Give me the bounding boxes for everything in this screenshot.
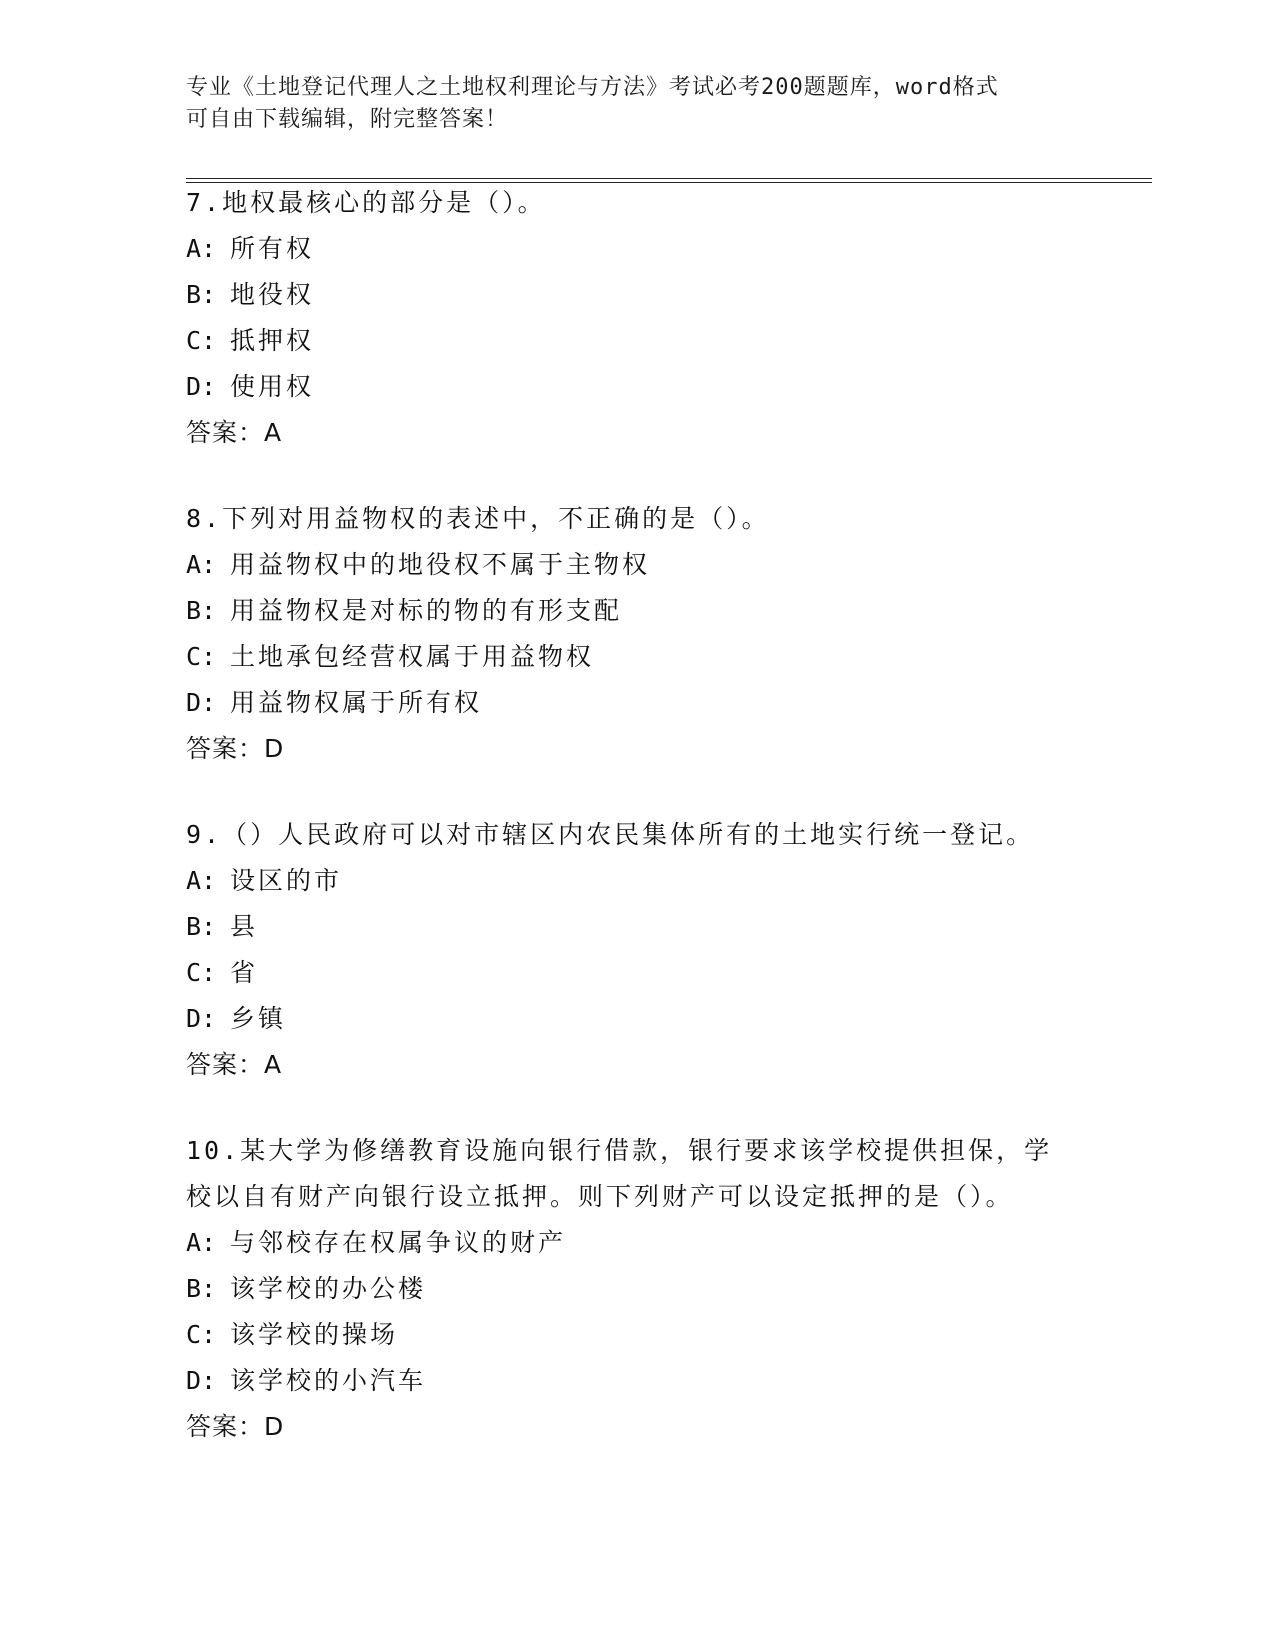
option-letter: A: (186, 550, 217, 579)
question-stem: 9.（）人民政府可以对市辖区内农民集体所有的土地实行统一登记。 (186, 820, 1035, 849)
question-7 (186, 180, 1086, 456)
option-letter: D: (186, 688, 217, 717)
option-letter: B: (186, 912, 217, 941)
option-text: 所有权 (230, 234, 315, 263)
option-c (186, 950, 1086, 996)
option-c (186, 318, 1086, 364)
option-text: 用益物权是对标的物的有形支配 (230, 596, 623, 625)
option-letter: D: (186, 1366, 217, 1395)
option-letter: A: (186, 1228, 217, 1257)
option-letter: B: (186, 280, 217, 309)
header-line-2: 可自由下载编辑，附完整答案！ (186, 107, 509, 132)
option-d (186, 1358, 1066, 1404)
option-text: 使用权 (230, 372, 315, 401)
header-divider-top (186, 178, 1152, 179)
option-a (186, 542, 1086, 588)
option-a (186, 858, 1086, 904)
option-text: 该学校的小汽车 (230, 1366, 427, 1395)
answer-line: 答案：A (186, 1050, 283, 1079)
option-b (186, 904, 1086, 950)
option-b (186, 588, 1086, 634)
option-letter: C: (186, 1320, 217, 1349)
option-b (186, 272, 1086, 318)
answer-line: 答案：D (186, 1412, 285, 1441)
option-text: 省 (230, 958, 259, 987)
option-letter: D: (186, 1004, 217, 1033)
option-text: 该学校的办公楼 (230, 1274, 427, 1303)
option-d (186, 364, 1086, 410)
option-text: 该学校的操场 (230, 1320, 399, 1349)
option-text: 抵押权 (230, 326, 315, 355)
header-line-1: 专业《土地登记代理人之土地权利理论与方法》考试必考200题题库，word格式 (186, 75, 999, 100)
option-letter: D: (186, 372, 217, 401)
option-d (186, 680, 1086, 726)
answer-line: 答案：A (186, 418, 283, 447)
option-text: 与邻校存在权属争议的财产 (230, 1228, 567, 1257)
option-letter: B: (186, 596, 217, 625)
option-text: 土地承包经营权属于用益物权 (230, 642, 595, 671)
option-a (186, 1220, 1066, 1266)
option-letter: C: (186, 958, 217, 987)
option-d (186, 996, 1086, 1042)
option-text: 用益物权属于所有权 (230, 688, 483, 717)
option-b (186, 1266, 1066, 1312)
option-text: 乡镇 (230, 1004, 287, 1033)
question-8 (186, 496, 1086, 772)
answer-line: 答案：D (186, 734, 285, 763)
option-text: 县 (230, 912, 259, 941)
option-letter: A: (186, 866, 217, 895)
option-text: 用益物权中的地役权不属于主物权 (230, 550, 651, 579)
option-text: 设区的市 (230, 866, 343, 895)
option-c (186, 634, 1086, 680)
question-10 (186, 1128, 1066, 1450)
question-stem: 7.地权最核心的部分是（）。 (186, 188, 546, 217)
question-stem: 8.下列对用益物权的表述中，不正确的是（）。 (186, 504, 770, 533)
option-text: 地役权 (230, 280, 315, 309)
option-letter: A: (186, 234, 217, 263)
question-9 (186, 812, 1086, 1088)
option-a (186, 226, 1086, 272)
document-header (186, 72, 1066, 136)
option-letter: C: (186, 642, 217, 671)
option-c (186, 1312, 1066, 1358)
option-letter: B: (186, 1274, 217, 1303)
option-letter: C: (186, 326, 217, 355)
question-stem: 10.某大学为修缮教育设施向银行借款，银行要求该学校提供担保，学校以自有财产向银行设立抵押。则下列财产可以设定抵押的是（）。 (186, 1136, 1053, 1211)
